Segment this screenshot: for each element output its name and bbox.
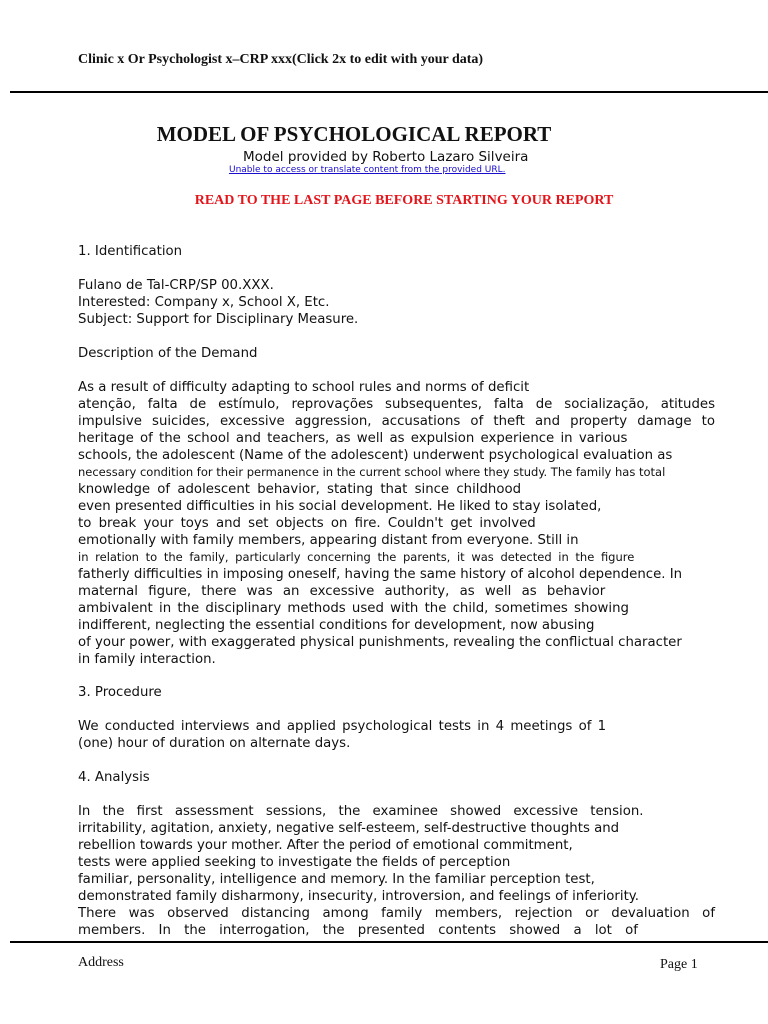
document-subtitle: Model provided by Roberto Lazaro Silveira: [243, 149, 529, 165]
demand-line: atenção, falta de estímulo, reprovações subsequentes, falta de socialização, atitudes: [78, 397, 715, 412]
demand-line: maternal figure, there was an excessive authority, as well as behavior: [78, 584, 606, 599]
demand-line: to break your toys and set objects on fire. Couldn't get involved: [78, 516, 536, 531]
footer-address[interactable]: Address: [78, 955, 124, 970]
page-number: Page 1: [660, 957, 698, 972]
analysis-line: tests were applied seeking to investigate the fields of perception: [78, 855, 511, 870]
demand-line: ambivalent in the disciplinary methods used with the child, sometimes showing: [78, 601, 629, 616]
identification-line: Interested: Company x, School X, Etc.: [78, 295, 330, 310]
demand-line: schools, the adolescent (Name of the adolescent) underwent psychological evaluation as: [78, 448, 673, 463]
analysis-line: demonstrated family disharmony, insecurity, introversion, and feelings of inferiority.: [78, 889, 639, 904]
document-header[interactable]: Clinic x Or Psychologist x–CRP xxx(Click 2x to edit with your data): [78, 52, 484, 67]
analysis-line: There was observed distancing among family members, rejection or devaluation of: [78, 906, 715, 921]
demand-line: even presented difficulties in his social development. He liked to stay isolated,: [78, 499, 602, 514]
demand-line: As a result of difficulty adapting to school rules and norms of deficit: [78, 380, 530, 395]
demand-line: necessary condition for their permanence in the current school where they study. The family has total: [78, 465, 666, 479]
demand-line: indifferent, neglecting the essential conditions for development, now abusing: [78, 618, 595, 633]
procedure-line: (one) hour of duration on alternate days.: [78, 736, 351, 751]
demand-line: heritage of the school and teachers, as well as expulsion experience in various: [78, 431, 628, 446]
procedure-line: We conducted interviews and applied psychological tests in 4 meetings of 1: [78, 719, 607, 734]
section-heading-identification: 1. Identification: [78, 244, 183, 259]
section-heading-procedure: 3. Procedure: [78, 685, 162, 700]
demand-line: impulsive suicides, excessive aggression, accusations of theft and property damage to: [78, 414, 715, 429]
identification-line: Subject: Support for Disciplinary Measure.: [78, 312, 359, 327]
section-heading-demand: Description of the Demand: [78, 346, 258, 361]
warning-notice: READ TO THE LAST PAGE BEFORE STARTING YOUR REPORT: [194, 193, 614, 208]
header-divider: [10, 91, 768, 93]
translate-notice-link[interactable]: Unable to access or translate content from the provided URL.: [229, 165, 506, 175]
analysis-line: irritability, agitation, anxiety, negative self-esteem, self-destructive thoughts and: [78, 821, 620, 836]
analysis-line: members. In the interrogation, the presented contents showed a lot of: [78, 923, 638, 938]
identification-line: Fulano de Tal-CRP/SP 00.XXX.: [78, 278, 274, 293]
demand-line: in relation to the family, particularly concerning the parents, it was detected in the figure: [78, 550, 635, 564]
demand-line: fatherly difficulties in imposing oneself, having the same history of alcohol dependence. In: [78, 567, 683, 582]
demand-line: in family interaction.: [78, 652, 216, 667]
demand-line: emotionally with family members, appearing distant from everyone. Still in: [78, 533, 579, 548]
section-heading-analysis: 4. Analysis: [78, 770, 150, 785]
analysis-line: familiar, personality, intelligence and memory. In the familiar perception test,: [78, 872, 595, 887]
demand-line: of your power, with exaggerated physical punishments, revealing the conflictual character: [78, 635, 682, 650]
analysis-line: rebellion towards your mother. After the period of emotional commitment,: [78, 838, 573, 853]
document-title: MODEL OF PSYCHOLOGICAL REPORT: [156, 122, 552, 146]
footer-divider: [10, 941, 768, 943]
analysis-line: In the first assessment sessions, the examinee showed excessive tension.: [78, 804, 644, 819]
demand-line: knowledge of adolescent behavior, stating that since childhood: [78, 482, 522, 497]
